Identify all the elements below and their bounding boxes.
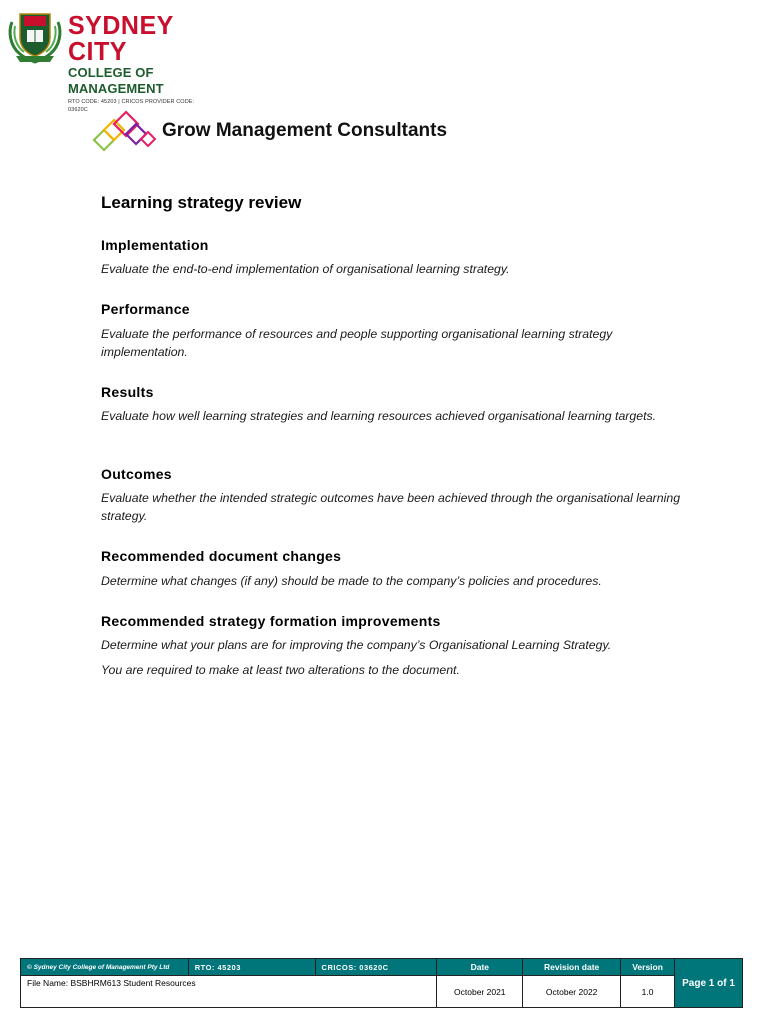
footer-date: October 2021 [437,976,523,1008]
section-heading: Recommended document changes [101,548,342,564]
section-heading: Implementation [101,237,209,253]
section-document-changes [101,547,681,591]
footer-page-number: Page 1 of 1 [675,959,743,1008]
footer-table [20,958,743,1008]
footer-file-name: File Name: BSBHRM613 Student Resources [21,976,437,1008]
footer-cricos: CRICOS: 03620C [315,959,437,976]
section-outcomes [101,465,681,525]
footer-date-header: Date [437,959,523,976]
section-text: Evaluate the end-to-end implementation of organisational learning strategy. [101,262,510,276]
section-performance [101,300,681,361]
section-results [101,383,681,426]
college-name [68,10,204,114]
section-heading: Results [101,384,154,400]
section-text: Evaluate whether the intended strategic outcomes have been achieved through the organisational learning strategy. [101,491,681,523]
college-name-line1: SYDNEY CITY [68,10,174,67]
footer-version-header: Version [621,959,675,976]
section-heading: Performance [101,301,190,317]
section-text: Evaluate how well learning strategies and learning resources achieved organisational learning targets. [101,409,657,423]
section-text: Determine what your plans are for improving the company’s Organisational Learning Strategy. [101,638,612,652]
section-heading: Outcomes [101,466,172,482]
diamond-logo-icon [92,108,158,156]
college-codes: RTO CODE: 45203 | CRICOS PROVIDER CODE: 03620C [68,99,195,113]
section-heading: Recommended strategy formation improvements [101,613,441,629]
section-text: Determine what changes (if any) should be made to the company’s policies and procedures. [101,574,602,588]
footer-copyright: © Sydney City College of Management Pty Ltd [21,959,189,976]
company-header [92,108,447,156]
footer-rto: RTO: 45203 [188,959,315,976]
footer-version: 1.0 [621,976,675,1008]
document-title: Learning strategy review [101,193,302,212]
section-implementation [101,236,681,279]
section-text: You are required to make at least two alterations to the document. [101,662,460,677]
footer-revision-date: October 2022 [523,976,621,1008]
footer-revision-header: Revision date [523,959,621,976]
section-text: Evaluate the performance of resources and people supporting organisational learning strategy implementation. [101,327,613,359]
college-logo [4,8,204,113]
college-name-line2: COLLEGE OF MANAGEMENT [68,65,164,96]
section-strategy-improvements [101,612,681,679]
company-name: Grow Management Consultants [162,120,448,141]
college-crest-icon [6,8,64,64]
